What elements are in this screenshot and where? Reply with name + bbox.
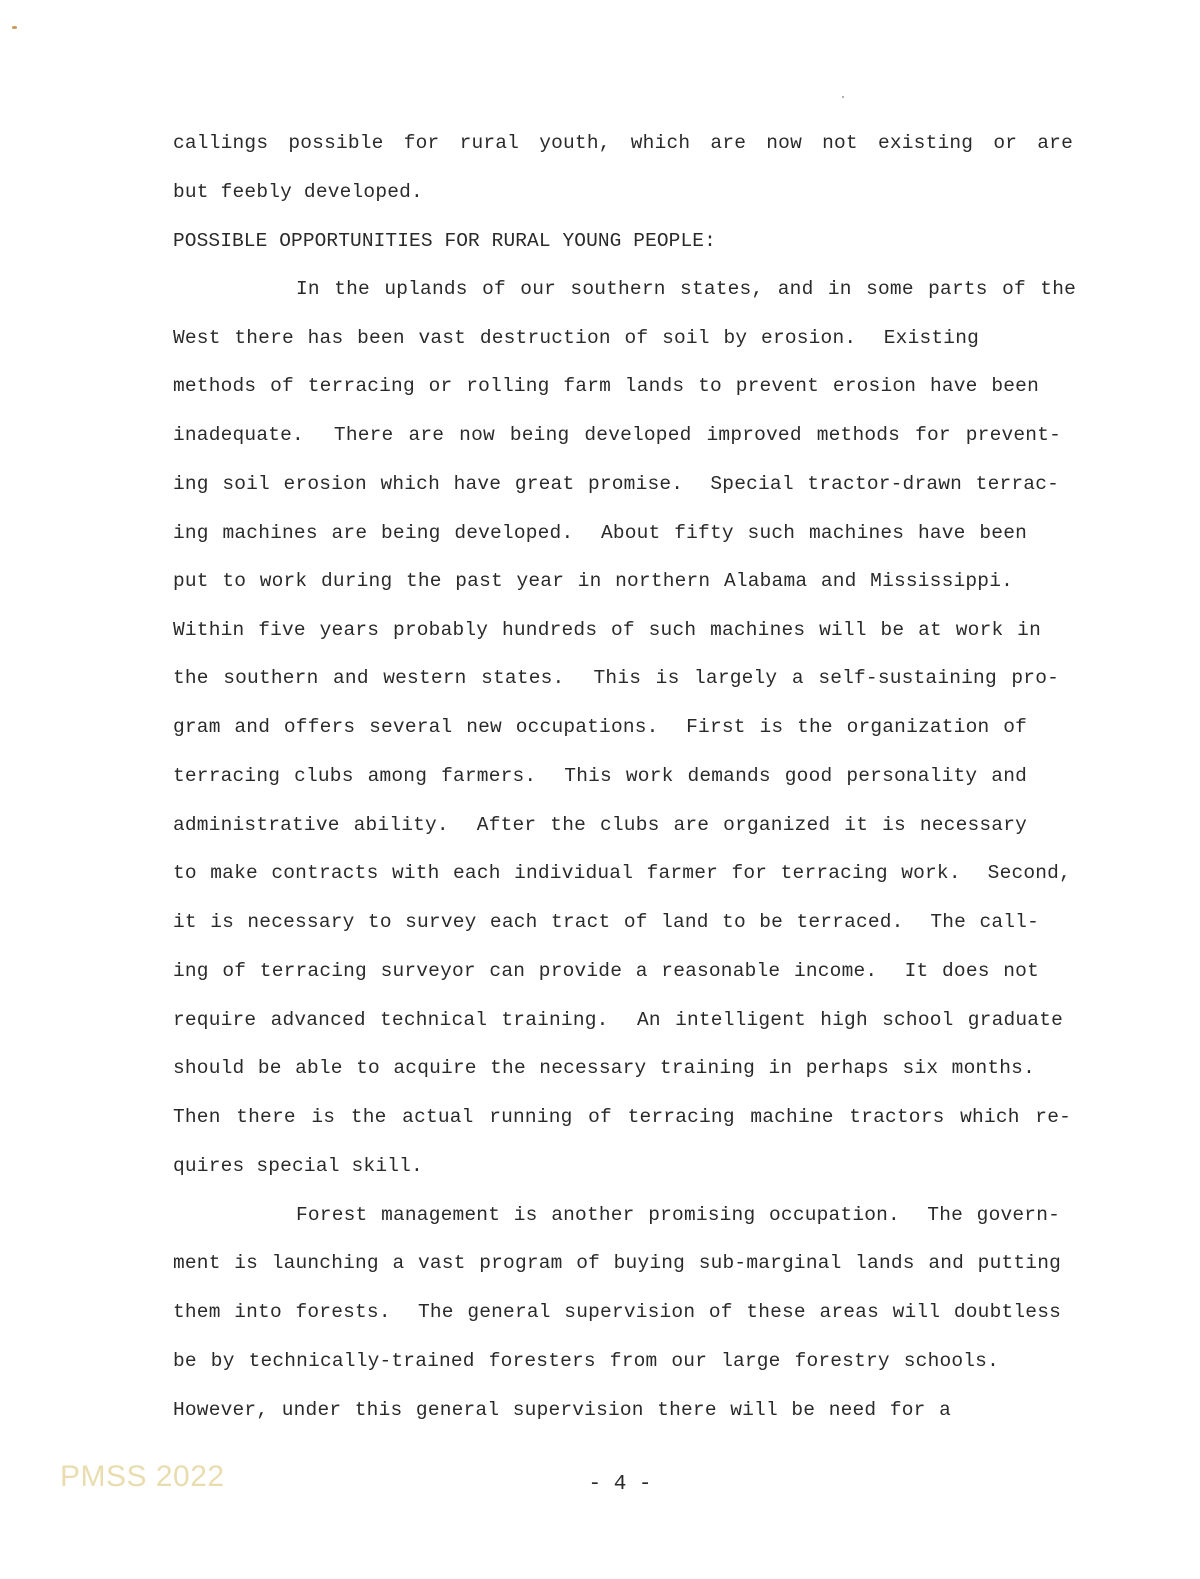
text-line: Then there is the actual running of terracing machine tractors which re- xyxy=(173,1106,1071,1128)
text-line: methods of terracing or rolling farm lands to prevent erosion have been xyxy=(173,375,1039,397)
text-line: to make contracts with each individual farmer for terracing work. Second, xyxy=(173,862,1071,884)
page-number: - 4 - xyxy=(588,1473,652,1496)
text-line: should be able to acquire the necessary training in perhaps six months. xyxy=(173,1057,1035,1079)
text-line: gram and offers several new occupations. First is the organization of xyxy=(173,716,1027,738)
text-line: In the uplands of our southern states, and in some parts of the xyxy=(296,278,1076,300)
text-line: callings possible for rural youth, which are now not existing or are xyxy=(173,132,1073,154)
text-line: ing machines are being developed. About fifty such machines have been xyxy=(173,522,1027,544)
text-line: the southern and western states. This is largely a self-sustaining pro- xyxy=(173,667,1059,689)
text-line: be by technically-trained foresters from our large forestry schools. xyxy=(173,1350,999,1372)
text-line: ment is launching a vast program of buying sub-marginal lands and putting xyxy=(173,1252,1061,1274)
text-line: terracing clubs among farmers. This work demands good personality and xyxy=(173,765,1027,787)
text-line: them into forests. The general supervision of these areas will doubtless xyxy=(173,1301,1061,1323)
text-line: However, under this general supervision there will be need for a xyxy=(173,1399,951,1421)
text-line: ing soil erosion which have great promise. Special tractor-drawn terrac- xyxy=(173,473,1059,495)
text-line: require advanced technical training. An intelligent high school graduate xyxy=(173,1009,1063,1031)
text-line: inadequate. There are now being developed improved methods for prevent- xyxy=(173,424,1061,446)
paper-speck xyxy=(12,26,17,29)
text-line: ing of terracing surveyor can provide a reasonable income. It does not xyxy=(173,960,1039,982)
paper-speck xyxy=(842,96,844,98)
text-line: it is necessary to survey each tract of land to be terraced. The call- xyxy=(173,911,1039,933)
text-line: but feebly developed. xyxy=(173,181,423,203)
text-line: West there has been vast destruction of soil by erosion. Existing xyxy=(173,327,979,349)
text-line: quires special skill. xyxy=(173,1155,423,1177)
section-heading: POSSIBLE OPPORTUNITIES FOR RURAL YOUNG PEOPLE: xyxy=(173,230,716,252)
watermark: PMSS 2022 xyxy=(60,1460,225,1493)
text-line: put to work during the past year in northern Alabama and Mississippi. xyxy=(173,570,1013,592)
text-line: administrative ability. After the clubs are organized it is necessary xyxy=(173,814,1027,836)
text-line: Forest management is another promising occupation. The govern- xyxy=(296,1204,1060,1226)
text-line: Within five years probably hundreds of such machines will be at work in xyxy=(173,619,1041,641)
